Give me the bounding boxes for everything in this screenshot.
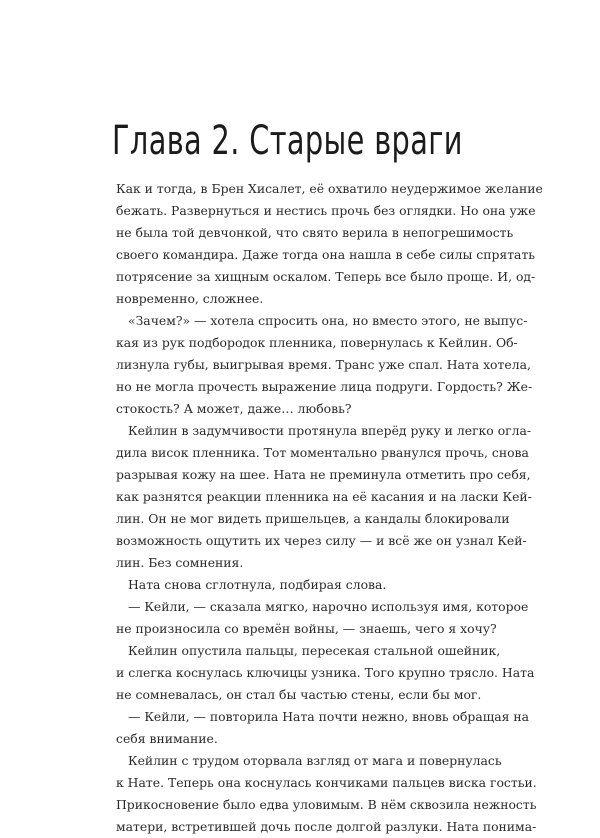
- text-line: Ната снова сглотнула, подбирая слова.: [128, 577, 387, 592]
- text-line: себя внимание.: [116, 731, 218, 746]
- text-line: Кейлин опустила пальцы, пересекая стальной ошейник,: [128, 643, 501, 658]
- text-line: лин. Без сомнения.: [116, 555, 244, 570]
- text-line: бежать. Развернуться и нестись прочь без оглядки. Но она уже: [116, 203, 536, 218]
- text-line: и слегка коснулась ключицы узника. Того крупно трясло. Ната: [116, 665, 535, 680]
- text-line: «Зачем?» — хотела спросить она, но вместо этого, не выпус-: [128, 313, 528, 328]
- text-line: возможность ощутить их через силу — и всё же он узнал Кей-: [116, 533, 527, 548]
- text-line: не была той девчонкой, что свято верила в непогрешимость: [116, 225, 514, 240]
- text-line: Как и тогда, в Брен Хисалет, её охватило неудержимое желание: [116, 181, 543, 196]
- text-line: новременно, сложнее.: [116, 291, 264, 306]
- chapter-title: Глава 2. Старые враги: [112, 118, 463, 164]
- text-line: лизнула губы, выигрывая время. Транс уже спал. Ната хотела,: [116, 357, 531, 372]
- text-line: дила висок пленника. Тот моментально рванулся прочь, снова: [116, 445, 529, 460]
- text-line: кая из рук подбородок пленника, повернулась к Кейлин. Об-: [116, 335, 518, 350]
- text-line: разрывая кожу на шее. Ната не преминула отметить про себя,: [116, 467, 531, 482]
- text-line: Кейлин в задумчивости протянула вперёд руку и легко огла-: [128, 423, 532, 438]
- text-line: не сомневалась, он стал бы частью стены, если бы мог.: [116, 687, 482, 702]
- body-text: [116, 178, 543, 838]
- text-line: матери, встретившей дочь после долгой разлуки. Ната понима-: [116, 819, 537, 834]
- text-line: к Нате. Теперь она коснулась кончиками пальцев виска гостьи.: [116, 775, 537, 790]
- text-line: не произносила со времён войны, — знаешь, чего я хочу?: [116, 621, 497, 636]
- text-line: стокость? А может, даже… любовь?: [116, 401, 352, 416]
- text-line: Кейлин с трудом оторвала взгляд от мага и повернулась: [128, 753, 502, 768]
- text-line: потрясение за хищным оскалом. Теперь все было проще. И, од-: [116, 269, 536, 284]
- text-line: но не могла прочесть выражение лица подруги. Гордость? Же-: [116, 379, 533, 394]
- text-line: как разнятся реакции пленника на её касания и на ласки Кей-: [116, 489, 532, 504]
- text-line: Прикосновение было едва уловимым. В нём сквозила нежность: [116, 797, 537, 812]
- text-line: лин. Он не мог видеть пришельцев, а кандалы блокировали: [116, 511, 510, 526]
- text-line: своего командира. Даже тогда она нашла в себе силы спрятать: [116, 247, 536, 262]
- text-line: — Кейли, — повторила Ната почти нежно, вновь обращая на: [128, 709, 530, 724]
- text-line: — Кейли, — сказала мягко, нарочно используя имя, которое: [128, 599, 529, 614]
